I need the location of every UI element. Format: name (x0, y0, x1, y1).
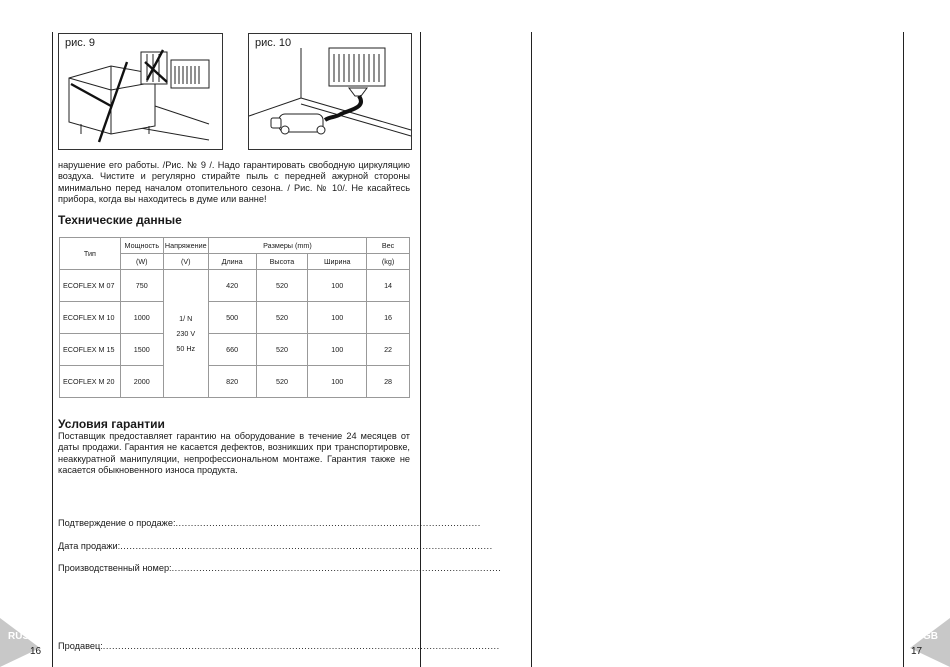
row-weight: 28 (367, 366, 410, 398)
seller-label: Продавец: (58, 641, 103, 651)
header-length: Длина (208, 254, 256, 270)
unit-weight: (kg) (367, 254, 410, 270)
row-width: 100 (308, 302, 367, 334)
sale-confirmation-label: Подтверждение о продаже: (58, 518, 176, 528)
unit-power: (W) (120, 254, 163, 270)
gb-language-label: GB (923, 631, 938, 642)
figure-9 (58, 33, 223, 150)
row-length: 660 (208, 334, 256, 366)
left-margin-line (52, 32, 53, 667)
dotted-fill: ............................................................................................................ (171, 563, 502, 573)
sale-date-line (58, 541, 493, 551)
figure-10 (248, 33, 412, 150)
row-type: ECOFLEX M 20 (60, 366, 121, 398)
row-length: 820 (208, 366, 256, 398)
figure-10-illustration (249, 34, 411, 149)
dotted-fill: .......................................................................................................................... (120, 541, 493, 551)
row-width: 100 (308, 270, 367, 302)
row-type: ECOFLEX M 15 (60, 334, 121, 366)
row-power: 1500 (120, 334, 163, 366)
voltage-line-2: 230 V (176, 329, 196, 338)
voltage-line-1: 1/ N (179, 314, 193, 323)
warranty-paragraph: Поставщик предоставляет гарантию на оборудование в течение 24 месяцев от даты продажи. Гарантия не касается дефектов, возникших при транспортировке, неаккуратной манипуляции, непрофессиональном монтаже. Гарантия также не касается обыкновенного износа продукта. (58, 431, 410, 476)
unit-voltage: (V) (163, 254, 208, 270)
gb-corner-tab (904, 618, 950, 667)
seller-line (58, 641, 500, 651)
header-power: Мощность (120, 238, 163, 254)
dotted-fill: .................................................................................................................................. (102, 641, 500, 651)
row-height: 520 (256, 366, 308, 398)
figure-9-label: рис. 9 (65, 37, 95, 49)
right-page-left-line (531, 32, 532, 667)
row-type: ECOFLEX M 10 (60, 302, 121, 334)
row-weight: 16 (367, 302, 410, 334)
header-width: Ширина (308, 254, 367, 270)
rus-corner-tab (0, 618, 46, 667)
left-page-number: 16 (30, 646, 42, 657)
tech-data-heading: Технические данные (58, 213, 182, 227)
figure-9-illustration (59, 34, 222, 149)
right-margin-line (903, 32, 904, 667)
header-height: Высота (256, 254, 308, 270)
row-length: 500 (208, 302, 256, 334)
intro-paragraph: нарушение его работы. /Рис. № 9 /. Надо гарантировать свободную циркуляцию воздуха. Чистите и регулярно стирайте пыль с передней ажурной стороны минимально перед началом отопительного сезона. / Рис. № 10/. Не касайтесь прибора, когда вы находитесь в думе или ванне! (58, 160, 410, 205)
row-weight: 22 (367, 334, 410, 366)
row-power: 750 (120, 270, 163, 302)
row-height: 520 (256, 334, 308, 366)
tech-data-table (59, 237, 410, 398)
serial-number-line (58, 563, 502, 573)
table-row (60, 302, 410, 334)
table-row (60, 366, 410, 398)
row-weight: 14 (367, 270, 410, 302)
serial-number-label: Производственный номер: (58, 563, 172, 573)
header-weight: Вес (367, 238, 410, 254)
row-height: 520 (256, 302, 308, 334)
table-row (60, 334, 410, 366)
row-power: 2000 (120, 366, 163, 398)
header-type: Тип (60, 238, 121, 270)
dotted-fill: .................................................................................................... (175, 518, 481, 528)
row-width: 100 (308, 366, 367, 398)
header-dimensions: Размеры (mm) (208, 238, 366, 254)
sale-date-label: Дата продажи: (58, 541, 121, 551)
table-row (60, 270, 410, 302)
header-voltage: Напряжение (163, 238, 208, 254)
voltage-line-3: 50 Hz (176, 344, 196, 353)
row-height: 520 (256, 270, 308, 302)
row-power: 1000 (120, 302, 163, 334)
sale-confirmation-line (58, 518, 481, 528)
voltage-cell (163, 270, 208, 398)
row-type: ECOFLEX M 07 (60, 270, 121, 302)
rus-language-label: RUS (8, 631, 30, 642)
row-length: 420 (208, 270, 256, 302)
figure-10-label: рис. 10 (255, 37, 292, 49)
row-width: 100 (308, 334, 367, 366)
warranty-heading: Условия гарантии (58, 417, 165, 431)
right-page-number: 17 (911, 646, 923, 657)
